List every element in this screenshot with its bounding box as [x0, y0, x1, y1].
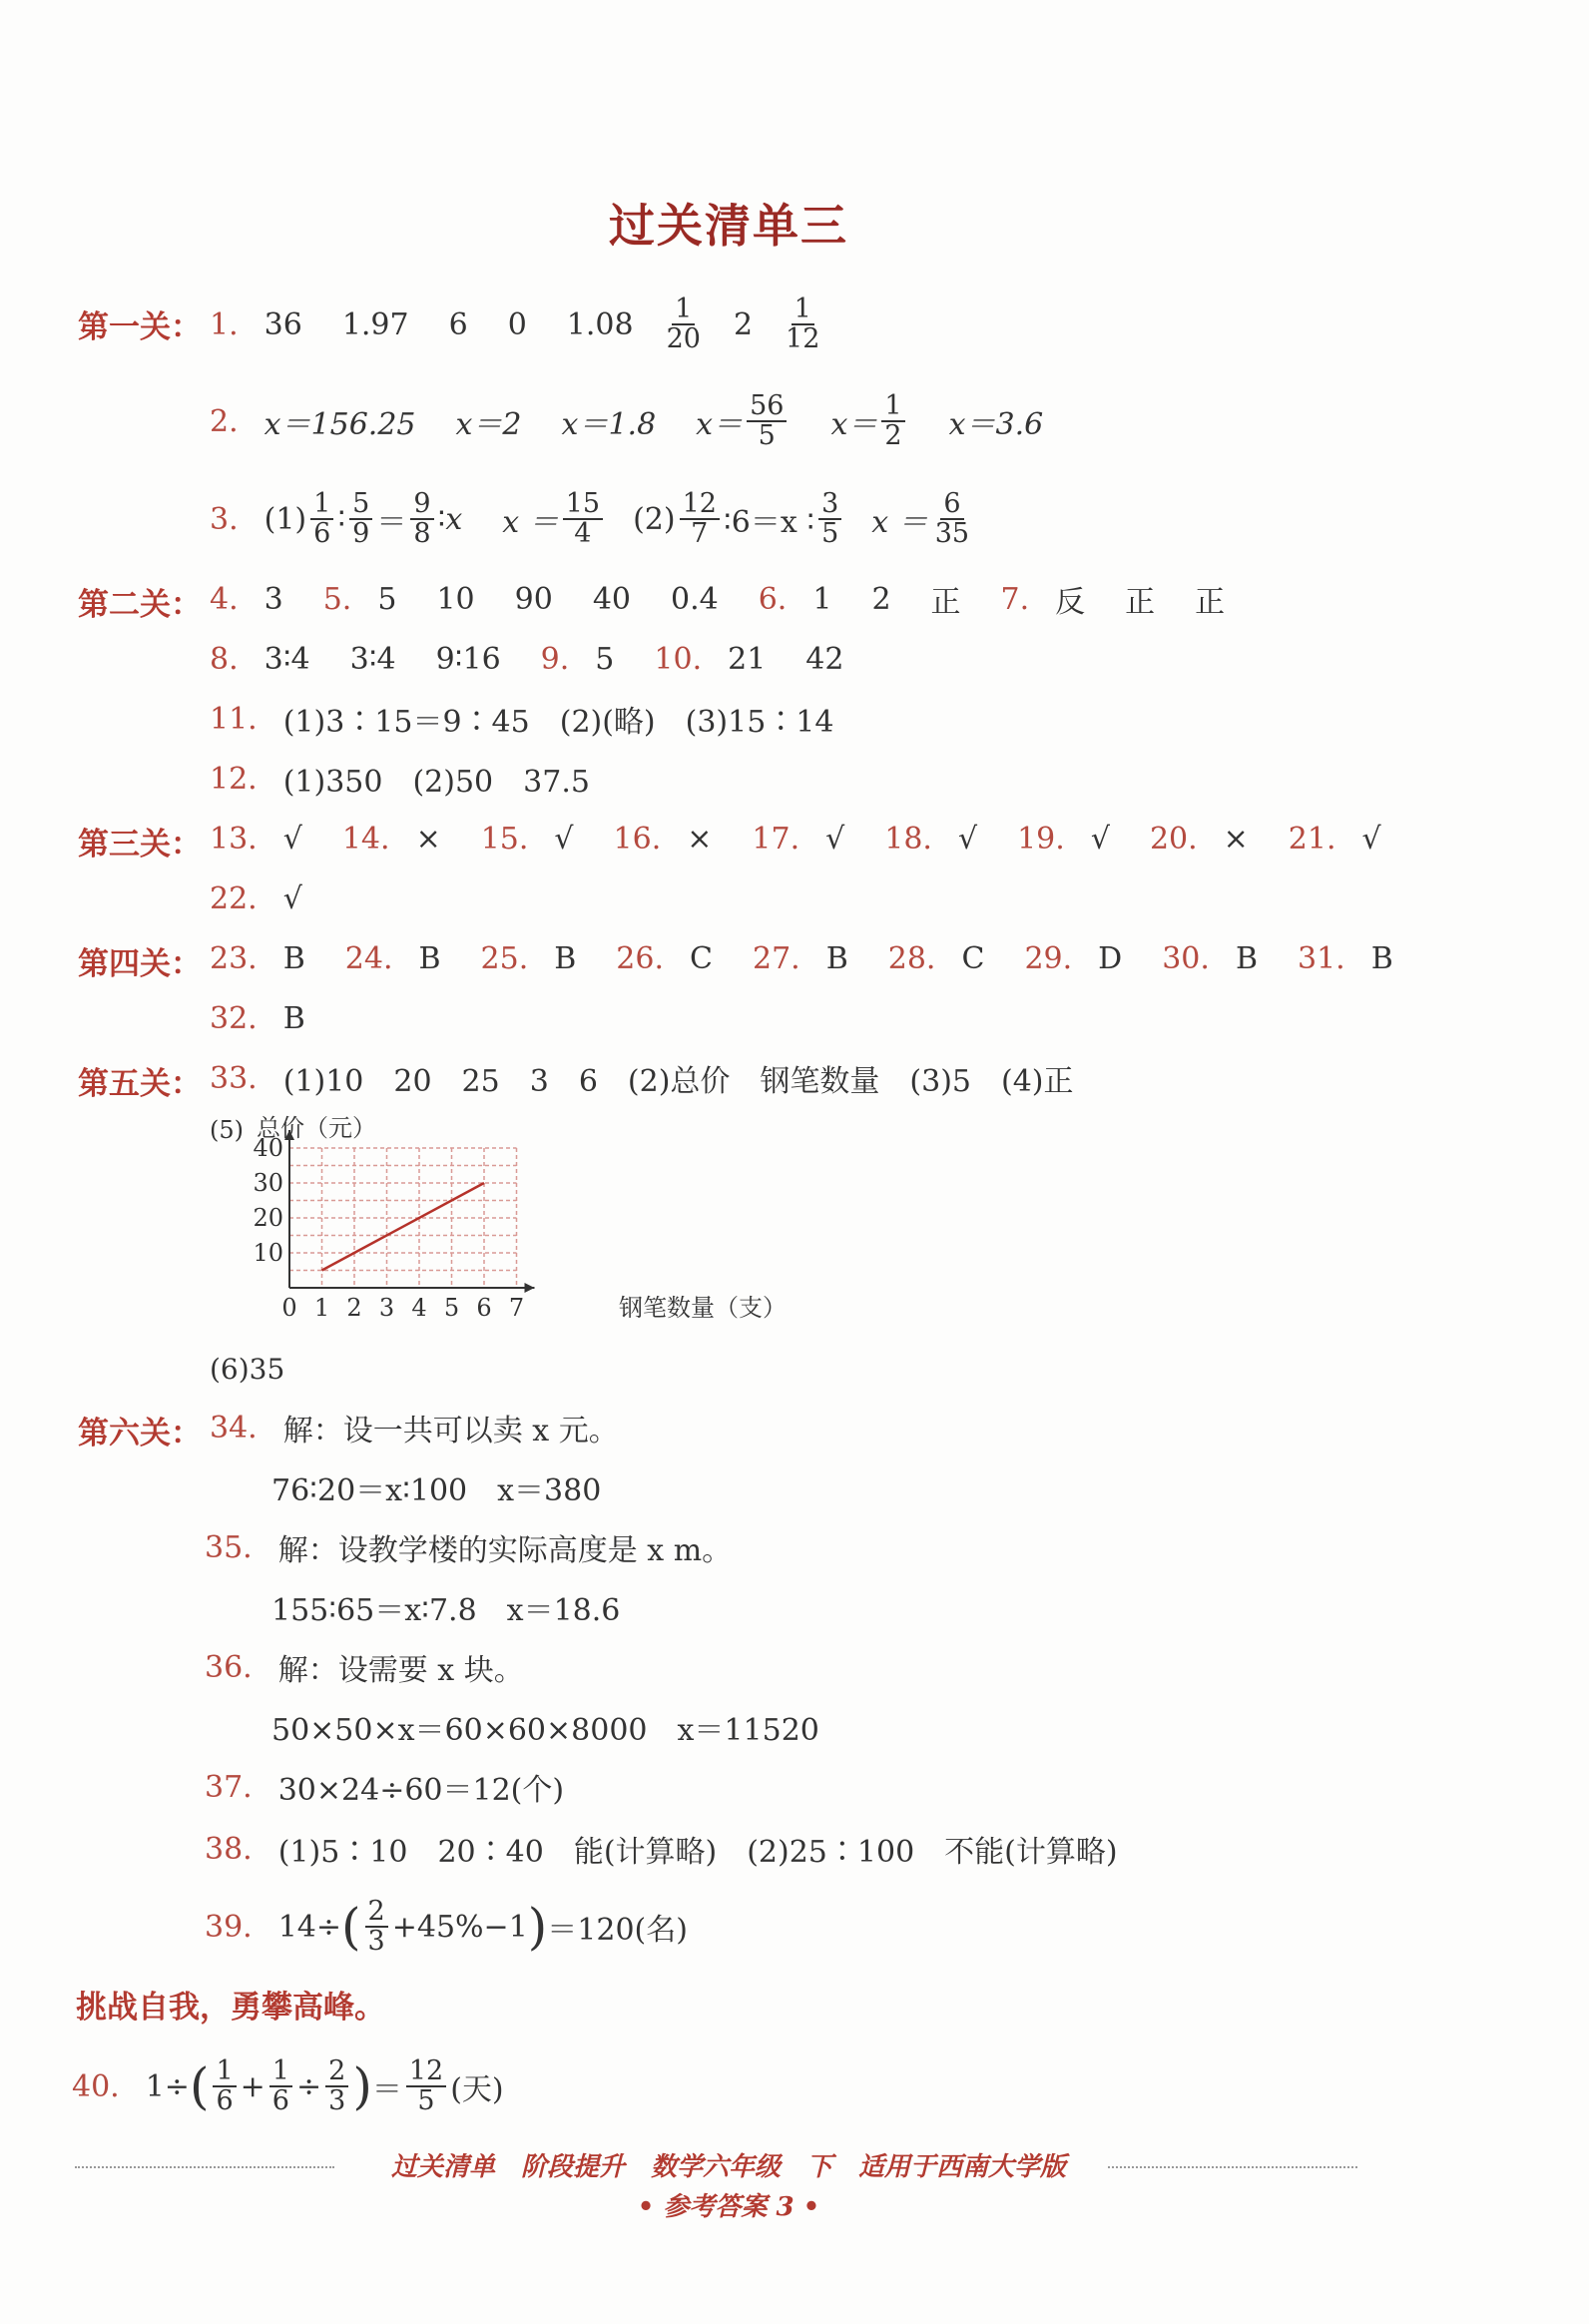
- y-tick-label: 10: [253, 1239, 283, 1267]
- answer-q36-work: [271, 1697, 819, 1757]
- value: 42: [805, 641, 844, 677]
- answer-q35: [205, 1517, 732, 1577]
- operator: +: [240, 2068, 265, 2104]
- fraction: $\frac{1}{2}$: [881, 392, 904, 451]
- value: 反: [1055, 585, 1086, 620]
- value: D: [1098, 940, 1123, 976]
- value: 1.08: [566, 306, 634, 342]
- fraction: $\frac{1}{20}$: [666, 292, 701, 354]
- q-number: 15.: [480, 821, 529, 857]
- value: 0: [507, 306, 527, 342]
- section-label-3: 第三关：: [78, 827, 202, 863]
- answer-q1: [210, 294, 826, 354]
- answer-q37: [205, 1757, 564, 1817]
- q-number: 29.: [1024, 940, 1073, 976]
- value: 1.97: [341, 306, 409, 342]
- variable: x: [445, 501, 463, 537]
- value: (1)3∶15＝9∶45 (2)(略) (3)15∶14: [282, 705, 834, 740]
- equals: ＝: [371, 2072, 402, 2107]
- y-tick-label: 30: [253, 1169, 283, 1197]
- q-number: 6.: [758, 581, 788, 617]
- operator: ÷: [295, 2068, 322, 2104]
- q-number: 19.: [1017, 821, 1065, 857]
- paren: ): [352, 2057, 372, 2115]
- value: 1: [812, 581, 832, 617]
- value: 0.4: [671, 581, 719, 617]
- value: x＝156.25: [264, 407, 416, 442]
- value: √: [1361, 821, 1381, 857]
- q-number: 9.: [540, 641, 570, 677]
- value: B: [282, 1000, 305, 1036]
- fraction: $\frac{15}{4}$: [563, 490, 603, 549]
- answer-judge-row: [210, 809, 1381, 869]
- q-number: 32.: [210, 1000, 258, 1036]
- value: 2: [733, 306, 754, 342]
- paren: ): [527, 1898, 548, 1956]
- paren: (: [189, 2057, 210, 2115]
- answer-q34-work: [271, 1457, 601, 1517]
- value: C: [690, 940, 713, 976]
- fraction: $\frac{56}{5}$: [747, 392, 787, 451]
- value: 3∶4: [349, 641, 396, 677]
- answer-choice-row: [210, 928, 1393, 988]
- y-axis-label: 总价（元）: [257, 1114, 376, 1142]
- answer-q2: [210, 391, 1043, 451]
- q-number: 14.: [341, 821, 390, 857]
- value: 正: [930, 585, 961, 620]
- value: √: [282, 880, 302, 916]
- q-number: 34.: [210, 1410, 258, 1446]
- value: x＝: [696, 407, 744, 442]
- answer-q11: [210, 689, 833, 749]
- x-tick-label: 1: [313, 1294, 330, 1322]
- fraction: $\frac{1}{6}$: [213, 2057, 236, 2116]
- fraction: $\frac{2}{3}$: [325, 2057, 348, 2116]
- q-number: 36.: [205, 1649, 253, 1685]
- q-number: 35.: [205, 1529, 253, 1565]
- value: 21: [728, 641, 767, 677]
- value: 5: [377, 581, 397, 617]
- answer-q12: [210, 749, 590, 809]
- q-number: 24.: [344, 940, 393, 976]
- x-tick-label: 2: [346, 1294, 362, 1322]
- value: 解：设教学楼的实际高度是 x m。: [277, 1533, 733, 1568]
- answer-q33-6: (6)35: [210, 1353, 285, 1386]
- y-tick-label: 40: [253, 1134, 283, 1162]
- value: 正: [1125, 585, 1156, 620]
- section-label-5: 第五关：: [78, 1066, 202, 1102]
- q-number: 12.: [210, 761, 258, 797]
- value: 解：设需要 x 块。: [277, 1653, 524, 1688]
- q-number: 25.: [480, 940, 529, 976]
- q-number: 16.: [613, 821, 662, 857]
- q-number: 3.: [210, 501, 239, 537]
- value: x ＝: [871, 505, 928, 540]
- x-axis-arrow: [525, 1283, 535, 1293]
- equals: ＝: [376, 505, 407, 540]
- fraction: $\frac{12}{7}$: [680, 490, 720, 549]
- page-title: 过关清单三: [609, 199, 848, 253]
- paren: (: [341, 1898, 361, 1956]
- series-line: [322, 1183, 485, 1271]
- answer-q35-work: [271, 1577, 620, 1637]
- q-number: 1.: [210, 306, 239, 342]
- fraction: $\frac{6}{35}$: [934, 487, 970, 549]
- value: 2: [871, 581, 891, 617]
- q-number: 27.: [752, 940, 800, 976]
- value: 9∶16: [435, 641, 501, 677]
- value: x＝: [830, 407, 878, 442]
- q-number: 21.: [1288, 821, 1336, 857]
- value: (1)10 20 25 3 6 (2)总价 钢笔数量 (3)5 (4)正: [282, 1064, 1074, 1099]
- value: 1÷: [145, 2068, 190, 2104]
- section-label-6: 第六关：: [78, 1416, 202, 1452]
- x-axis-label: 钢笔数量（支）: [619, 1294, 787, 1322]
- value: 6: [448, 306, 468, 342]
- q-number: 38.: [205, 1831, 253, 1867]
- value: 36: [264, 306, 302, 342]
- q-number: 5.: [322, 581, 352, 617]
- value: 10: [436, 581, 475, 617]
- value: (天): [450, 2072, 504, 2107]
- q-number: 39.: [205, 1909, 253, 1945]
- value: C: [961, 940, 985, 976]
- q-number: 30.: [1162, 940, 1210, 976]
- answer-q4-7: [210, 569, 1225, 629]
- answer-q33: [210, 1048, 1073, 1108]
- value: 5: [595, 641, 615, 677]
- line-chart: [250, 1108, 828, 1338]
- chart-plot: [322, 1183, 485, 1271]
- value: ∶6＝x ∶: [723, 505, 815, 540]
- section-label-1: 第一关：: [78, 309, 202, 345]
- q-number: 18.: [884, 821, 932, 857]
- q-number: 37.: [205, 1769, 253, 1805]
- q-number: 2.: [210, 403, 239, 439]
- value: ＝120(名): [547, 1913, 688, 1948]
- part-label: (1): [264, 501, 307, 537]
- value: √: [957, 821, 978, 857]
- answer-q39: [205, 1897, 688, 1957]
- value: 14÷: [277, 1909, 342, 1945]
- value: 40: [592, 581, 631, 617]
- fraction: $\frac{1}{6}$: [269, 2057, 292, 2116]
- answer-q40: [72, 2056, 504, 2116]
- value: (1)5∶10 20∶40 能(计算略) (2)25∶100 不能(计算略): [277, 1835, 1118, 1870]
- colon: ∶: [437, 501, 446, 537]
- page-number: • 参考答案 3 •: [637, 2192, 820, 2222]
- value: 3∶4: [264, 641, 310, 677]
- q-number: 13.: [210, 821, 258, 857]
- value: 正: [1195, 585, 1226, 620]
- answer-q34: [210, 1398, 619, 1457]
- value: 3: [264, 581, 283, 617]
- q-number: 7.: [1000, 581, 1030, 617]
- value: B: [282, 940, 305, 976]
- value: ×: [1223, 821, 1249, 857]
- answer-q38: [205, 1819, 1118, 1879]
- q-number: 22.: [210, 880, 258, 916]
- value: 90: [514, 581, 553, 617]
- x-tick-label: 4: [411, 1294, 427, 1322]
- fraction: $\frac{12}{5}$: [406, 2057, 446, 2116]
- part-label: (2): [633, 501, 676, 537]
- colon: ∶: [337, 501, 346, 537]
- q-number: 31.: [1297, 940, 1345, 976]
- value: x＝3.6: [948, 407, 1044, 442]
- section-label-2: 第二关：: [78, 587, 202, 623]
- x-tick-label: 3: [378, 1294, 395, 1322]
- q-number: 28.: [887, 940, 936, 976]
- value: x＝1.8: [561, 407, 657, 442]
- value: B: [825, 940, 848, 976]
- value: B: [1370, 940, 1393, 976]
- value: B: [1235, 940, 1258, 976]
- section-label-4: 第四关：: [78, 946, 202, 982]
- answer-q22: [210, 869, 302, 928]
- value: ×: [687, 821, 713, 857]
- y-tick-label: 20: [253, 1204, 283, 1232]
- challenge-heading: 挑战自我，勇攀高峰。: [76, 1990, 385, 2026]
- x-tick-label: 0: [281, 1294, 297, 1322]
- fraction: $\frac{2}{3}$: [365, 1898, 388, 1957]
- footer-text: 过关清单 阶段提升 数学六年级 下 适用于西南大学版: [390, 2152, 1066, 2182]
- fraction: $\frac{1}{12}$: [786, 292, 820, 354]
- value: √: [282, 821, 302, 857]
- chart-grid: [289, 1148, 517, 1288]
- fraction: $\frac{3}{5}$: [818, 490, 841, 549]
- value: √: [825, 821, 845, 857]
- x-tick-label: 7: [508, 1294, 525, 1322]
- x-tick-label: 5: [443, 1294, 460, 1322]
- q-number: 4.: [210, 581, 239, 617]
- q-number: 40.: [72, 2068, 120, 2104]
- value: +45%−1: [391, 1909, 528, 1945]
- x-tick-label: 6: [476, 1294, 492, 1322]
- value: x ＝: [502, 505, 559, 540]
- fraction: $\frac{5}{9}$: [349, 490, 372, 549]
- value: 50×50×x＝60×60×8000 x＝11520: [271, 1713, 819, 1748]
- q-number: 23.: [210, 940, 258, 976]
- value: 76∶20＝x∶100 x＝380: [271, 1473, 602, 1508]
- value: 解：设一共可以卖 x 元。: [282, 1414, 619, 1449]
- q-number: 17.: [752, 821, 800, 857]
- q-number: 20.: [1149, 821, 1198, 857]
- answer-q3: [210, 489, 976, 549]
- value: 30×24÷60＝12(个): [277, 1773, 565, 1808]
- answer-q32: [210, 988, 305, 1048]
- value: √: [554, 821, 574, 857]
- value: (1)350 (2)50 37.5: [282, 765, 590, 800]
- part-label-5: (5): [210, 1116, 244, 1144]
- fraction: $\frac{1}{6}$: [310, 490, 333, 549]
- value: ×: [415, 821, 441, 857]
- value: x＝2: [455, 407, 522, 442]
- value: B: [418, 940, 441, 976]
- answer-q36: [205, 1637, 524, 1697]
- value: 155∶65＝x∶7.8 x＝18.6: [271, 1593, 621, 1628]
- q-number: 8.: [210, 641, 239, 677]
- value: √: [1090, 821, 1110, 857]
- answer-q8-10: [210, 629, 843, 689]
- q-number: 26.: [616, 940, 665, 976]
- fraction: $\frac{9}{8}$: [410, 490, 433, 549]
- q-number: 10.: [654, 641, 703, 677]
- q-number: 33.: [210, 1060, 258, 1096]
- value: B: [554, 940, 577, 976]
- q-number: 11.: [210, 701, 258, 737]
